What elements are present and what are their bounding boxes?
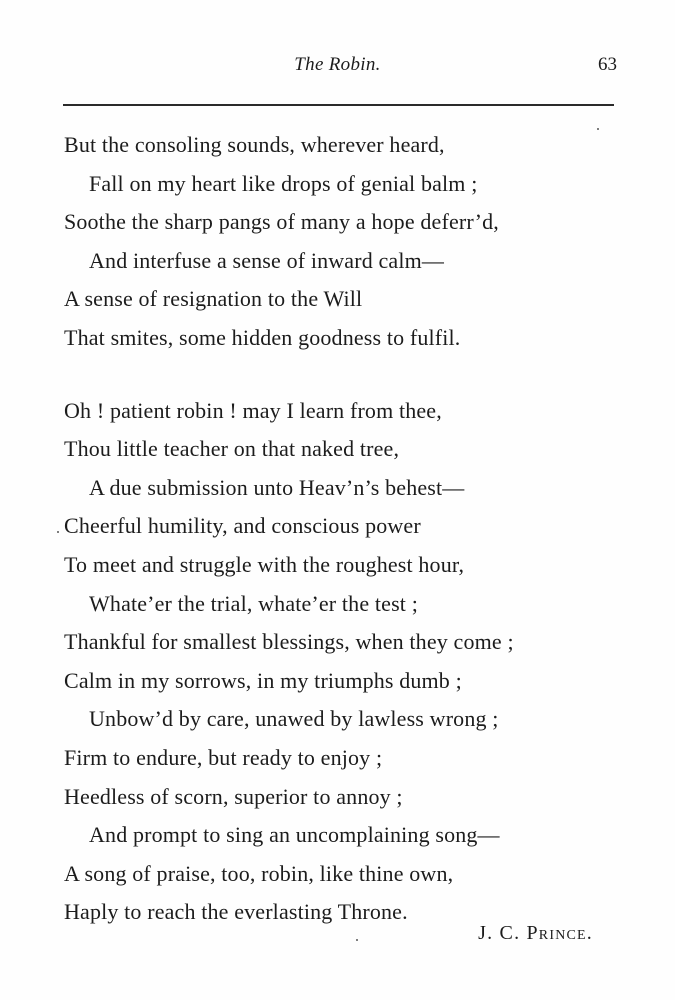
- author-initials: J. C.: [478, 922, 527, 944]
- poem-line: Heedless of scorn, superior to annoy ;: [64, 783, 403, 809]
- poem-line: But the consoling sounds, wherever heard,: [64, 132, 445, 157]
- stanza-gap: [64, 358, 624, 392]
- poem-line: To meet and struggle with the roughest hour,: [64, 551, 465, 577]
- print-speck: [597, 128, 599, 130]
- poem-line: Unbow’d by care, unawed by lawless wrong ;: [89, 706, 499, 732]
- poem-line: Thou little teacher on that naked tree,: [64, 436, 400, 462]
- author-attribution: [478, 922, 593, 945]
- print-speck: [57, 531, 59, 533]
- poem-line: Whate’er the trial, whate’er the test ;: [89, 590, 418, 616]
- poem-line: Calm in my sorrows, in my triumphs dumb ;: [64, 667, 462, 693]
- stanza: [64, 392, 624, 932]
- stanza: [64, 126, 624, 358]
- poem-line: A sense of resignation to the Will: [64, 286, 363, 312]
- header-rule: [63, 104, 614, 106]
- poem-line: Cheerful humility, and conscious power: [64, 513, 421, 539]
- author-surname: Prince.: [526, 922, 593, 944]
- print-speck: [356, 939, 358, 941]
- poem-line: A song of praise, too, robin, like thine own,: [64, 860, 454, 886]
- poem-body: [64, 126, 624, 932]
- poem-line: Firm to endure, but ready to enjoy ;: [64, 744, 383, 770]
- poem-line: A due submission unto Heav’n’s behest—: [89, 474, 465, 500]
- poem-line: And prompt to sing an uncomplaining song—: [89, 822, 500, 848]
- page-title: The Robin.: [294, 54, 381, 75]
- poem-line: Fall on my heart like drops of genial balm ;: [89, 170, 478, 196]
- running-head: [0, 50, 675, 84]
- poem-line: That smites, some hidden goodness to fulfil.: [64, 324, 461, 350]
- poem-line: Haply to reach the everlasting Throne.: [64, 899, 408, 925]
- poem-line: Thankful for smallest blessings, when they come ;: [64, 629, 514, 655]
- poem-line: Soothe the sharp pangs of many a hope deferr’d,: [64, 209, 499, 235]
- poem-line: Oh ! patient robin ! may I learn from thee,: [64, 397, 442, 423]
- page-number: 63: [598, 54, 617, 75]
- poem-line: And interfuse a sense of inward calm—: [89, 247, 444, 273]
